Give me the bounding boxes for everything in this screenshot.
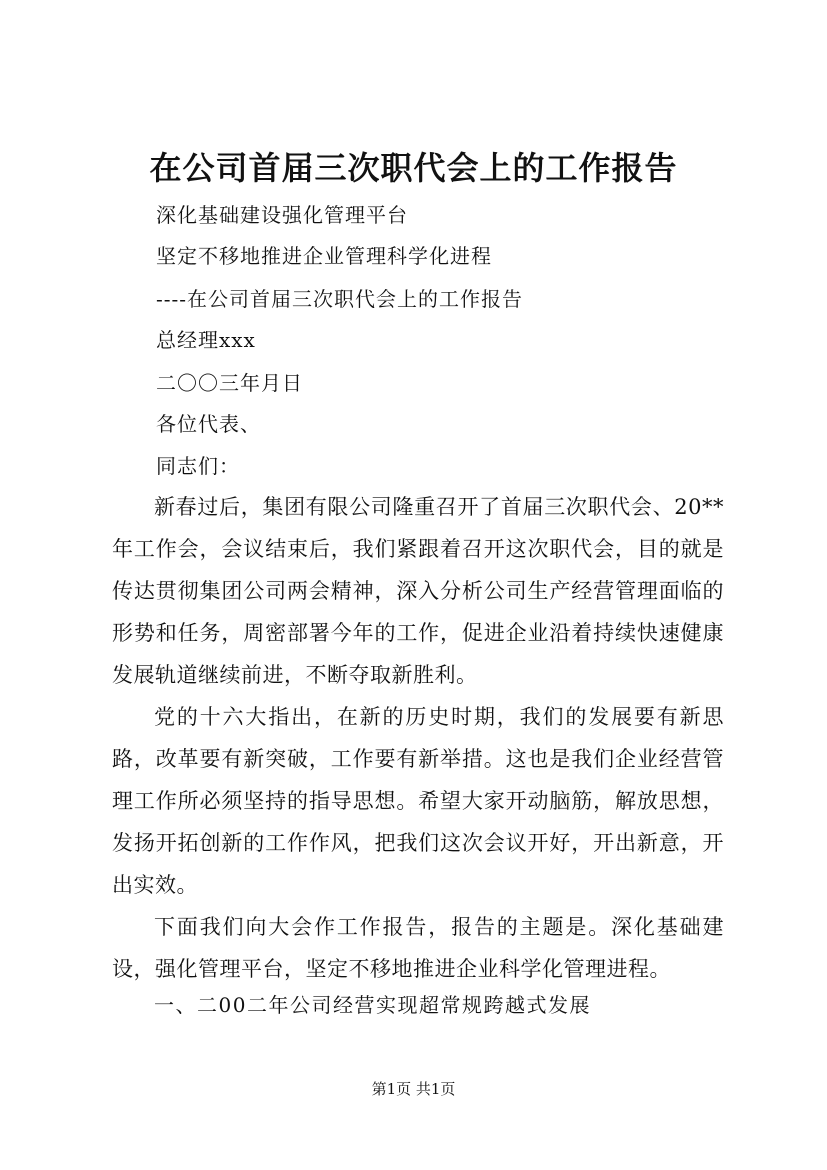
subtitle-line-3: ----在公司首届三次职代会上的工作报告 <box>156 287 524 311</box>
body-paragraph-1: 新春过后，集团有限公司隆重召开了首届三次职代会、20**年工作会，会议结束后，我们紧跟着召开这次职代会，目的就是传达贯彻集团公司两会精神，深入分析公司生产经营管理面临的形势和任务，周密部署今年的工作，促进企业沿着持续快速健康发展轨道继续前进，不断夺取新胜利。 <box>112 495 724 687</box>
date-line: 二〇〇三年月日 <box>156 371 303 395</box>
author-line: 总经理xxx <box>156 328 256 352</box>
document-title: 在公司首届三次职代会上的工作报告 <box>149 149 678 187</box>
page-number-footer: 第1页 共1页 <box>371 1080 456 1098</box>
body-paragraph-3: 下面我们向大会作工作报告，报告的主题是。深化基础建设，强化管理平台，坚定不移地推进企业科学化管理进程。 <box>112 915 724 981</box>
body-paragraph-2: 党的十六大指出，在新的历史时期，我们的发展要有新思路，改革要有新突破，工作要有新举措。这也是我们企业经营管理工作所必须坚持的指导思想。希望大家开动脑筋，解放思想，发扬开拓创新的工作作风，把我们这次会议开好，开出新意，开出实效。 <box>112 705 724 897</box>
salutation-line-2: 同志们： <box>156 454 240 478</box>
subtitle-line-1: 深化基础建设强化管理平台 <box>156 203 408 227</box>
salutation-line-1: 各位代表、 <box>156 412 261 436</box>
section-heading: 一、二00二年公司经营实现超常规跨越式发展 <box>154 993 591 1017</box>
subtitle-line-2: 坚定不移地推进企业管理科学化进程 <box>156 244 492 268</box>
